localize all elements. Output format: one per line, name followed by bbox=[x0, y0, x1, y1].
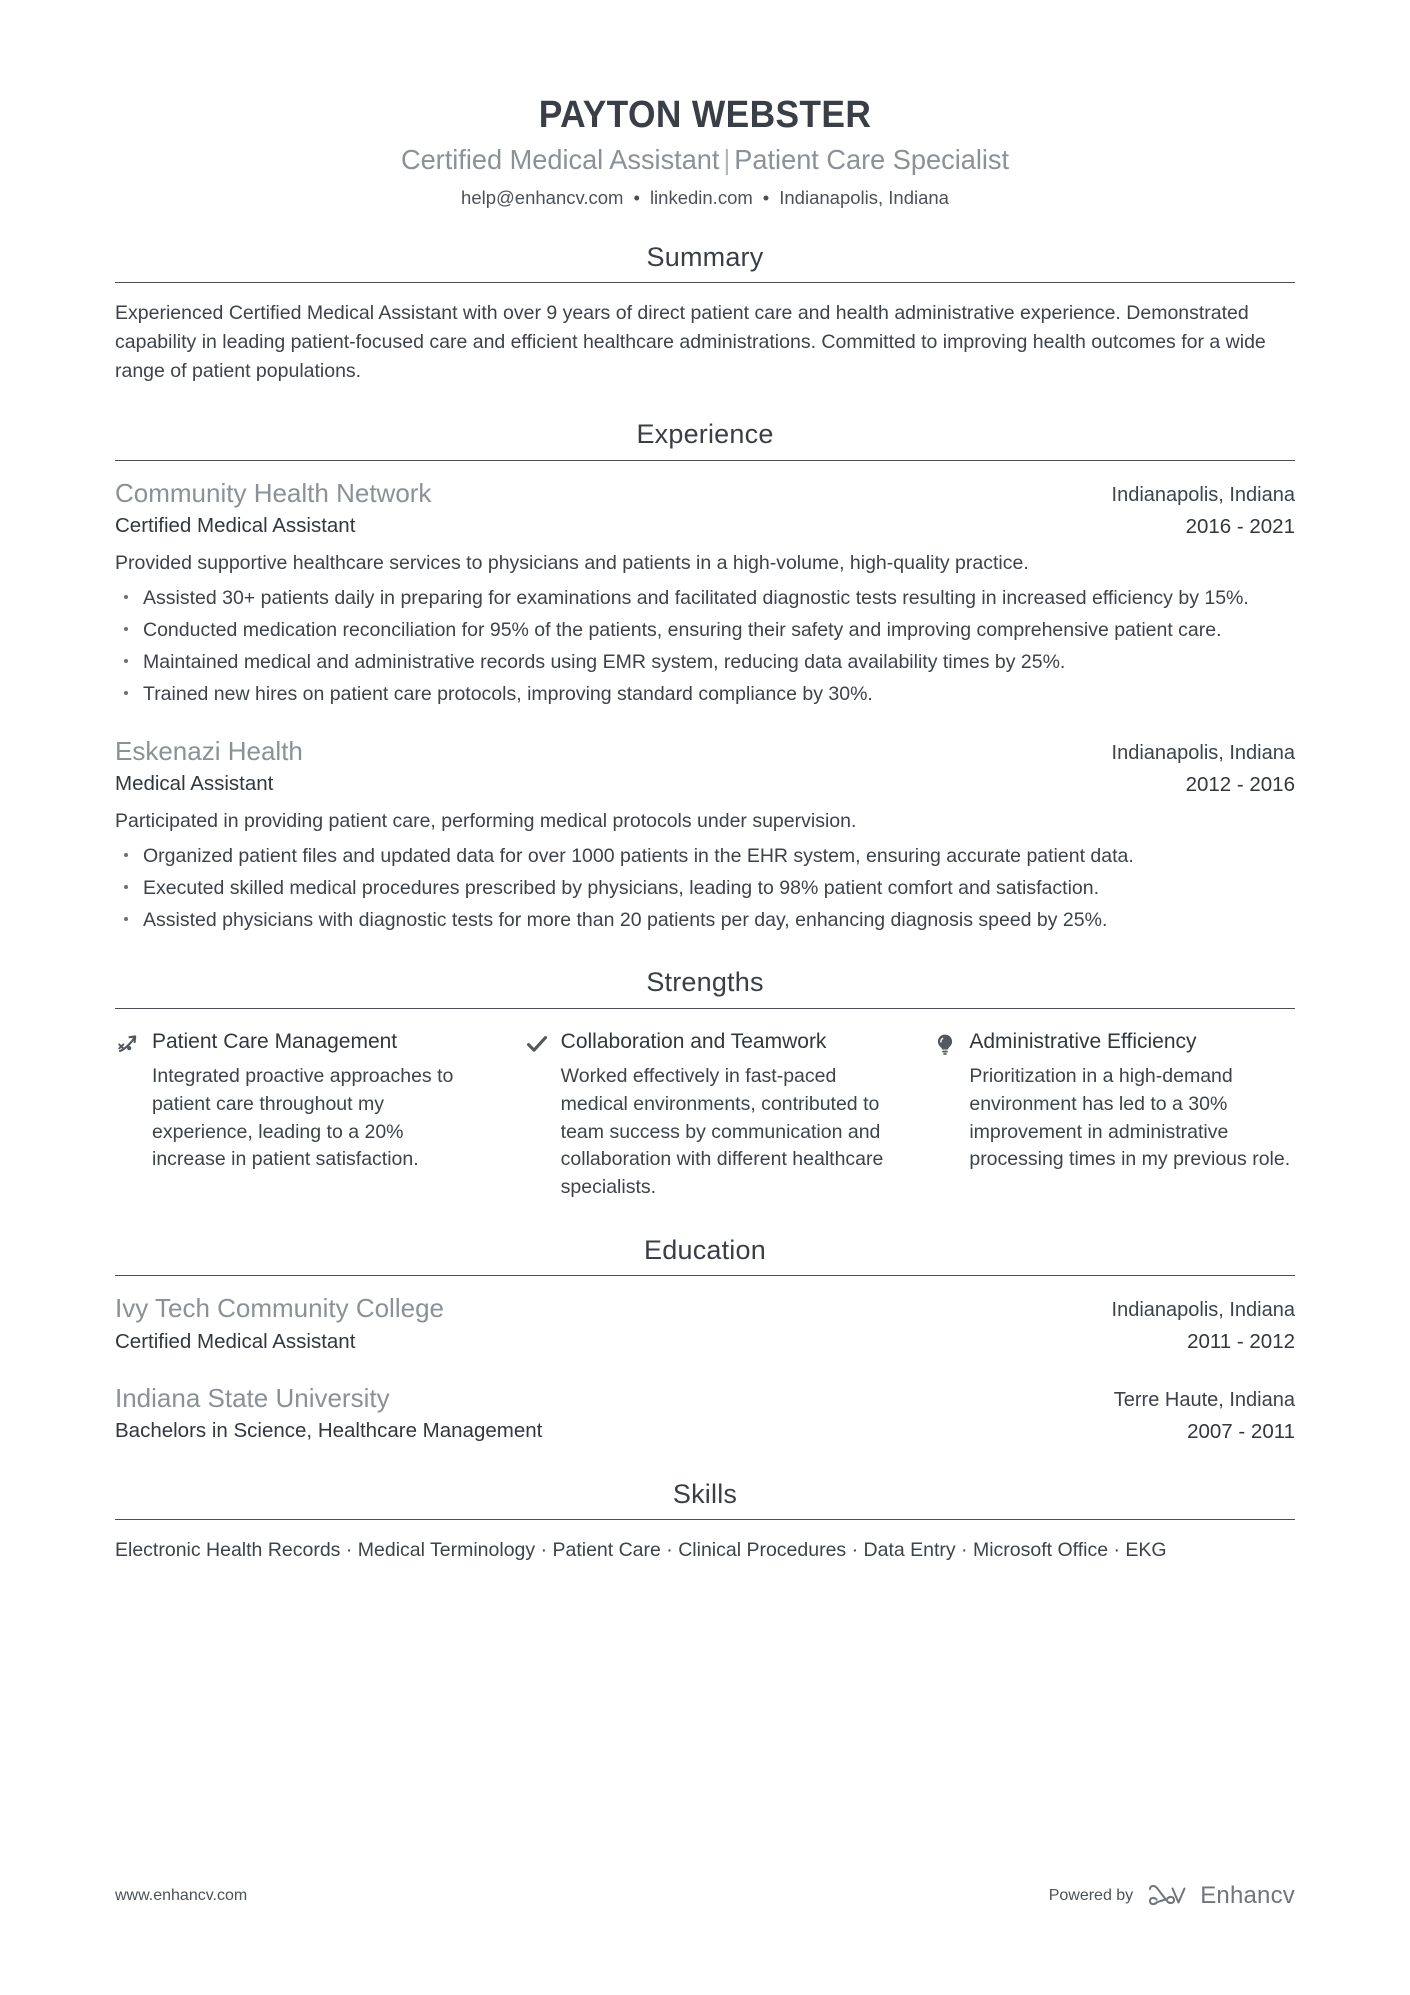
education-school: Indiana State University bbox=[115, 1382, 390, 1413]
education-school: Ivy Tech Community College bbox=[115, 1293, 444, 1324]
section-skills bbox=[115, 1480, 1295, 1565]
section-education bbox=[115, 1236, 1295, 1446]
education-entry bbox=[115, 1292, 1295, 1356]
footer-website-url[interactable]: www.enhancv.com bbox=[115, 1887, 248, 1904]
enhancv-brand[interactable] bbox=[1147, 1882, 1295, 1910]
strength-description: Prioritization in a high-demand environment has led to a 30% improvement in administrative processing times in my previous role. bbox=[969, 1065, 1291, 1171]
education-entry bbox=[115, 1382, 1295, 1446]
experience-bullet: Conducted medication reconciliation for 95% of the patients, ensuring their safety and improving comprehensive patient care. bbox=[115, 616, 1295, 644]
experience-role: Medical Assistant bbox=[115, 771, 274, 795]
education-location: Terre Haute, Indiana bbox=[1113, 1388, 1295, 1411]
experience-bullet: Maintained medical and administrative records using EMR system, reducing data availability times by 25%. bbox=[115, 648, 1295, 676]
section-title-experience: Experience bbox=[636, 419, 774, 450]
strength-description: Integrated proactive approaches to patient care throughout my experience, leading to a 20% increase in patient satisfaction. bbox=[152, 1065, 454, 1171]
trajectory-arrow-icon bbox=[115, 1031, 141, 1057]
experience-bullet: Assisted physicians with diagnostic tests for more than 20 patients per day, enhancing diagnosis speed by 25%. bbox=[115, 906, 1295, 934]
candidate-name: PAYTON WEBSTER bbox=[538, 94, 872, 136]
experience-bullet: Organized patient files and updated data for over 1000 patients in the EHR system, ensuring accurate patient data. bbox=[115, 842, 1295, 870]
education-dates: 2011 - 2012 bbox=[1187, 1330, 1295, 1354]
experience-bullet: Assisted 30+ patients daily in preparing for examinations and facilitated diagnostic tests resulting in increased efficiency by 15%. bbox=[115, 584, 1295, 612]
education-degree: Certified Medical Assistant bbox=[115, 1329, 356, 1353]
experience-description: Participated in providing patient care, performing medical protocols under supervision. bbox=[115, 810, 857, 833]
education-degree: Bachelors in Science, Healthcare Management bbox=[115, 1419, 543, 1443]
strength-item bbox=[932, 1029, 1295, 1201]
resume-sheet bbox=[115, 0, 1295, 1995]
strengths-grid bbox=[115, 1025, 1295, 1201]
section-title-summary: Summary bbox=[646, 241, 764, 272]
strength-item bbox=[524, 1029, 933, 1201]
experience-location: Indianapolis, Indiana bbox=[1111, 483, 1295, 506]
experience-company: Community Health Network bbox=[115, 477, 432, 508]
education-location: Indianapolis, Indiana bbox=[1111, 1299, 1295, 1322]
contact-separator-dot: • bbox=[762, 186, 770, 208]
experience-bullet: Trained new hires on patient care protocols, improving standard compliance by 30%. bbox=[115, 680, 1295, 708]
experience-bullet-list bbox=[115, 842, 1295, 935]
lightbulb-icon bbox=[932, 1031, 958, 1057]
page-footer bbox=[115, 1882, 1295, 1910]
contact-linkedin[interactable]: linkedin.com bbox=[649, 186, 753, 208]
education-dates: 2007 - 2011 bbox=[1187, 1419, 1295, 1443]
headline-secondary-title: Patient Care Specialist bbox=[734, 144, 1010, 176]
strength-title: Administrative Efficiency bbox=[969, 1030, 1197, 1054]
strength-title: Patient Care Management bbox=[152, 1030, 398, 1054]
section-experience bbox=[115, 420, 1295, 934]
experience-role: Certified Medical Assistant bbox=[115, 513, 356, 537]
experience-dates: 2016 - 2021 bbox=[1185, 514, 1295, 538]
candidate-headline bbox=[133, 143, 1278, 177]
headline-separator: | bbox=[723, 144, 731, 176]
strength-item bbox=[115, 1029, 524, 1201]
experience-entry bbox=[115, 735, 1295, 935]
experience-location: Indianapolis, Indiana bbox=[1111, 741, 1295, 764]
section-title-strengths: Strengths bbox=[646, 967, 764, 998]
resume-header bbox=[115, 0, 1295, 209]
enhancv-brand-name: Enhancv bbox=[1200, 1882, 1295, 1909]
headline-primary-title: Certified Medical Assistant bbox=[400, 144, 720, 176]
powered-by-label: Powered by bbox=[1048, 1887, 1134, 1904]
strength-title: Collaboration and Teamwork bbox=[560, 1030, 827, 1054]
experience-bullet: Executed skilled medical procedures prescribed by physicians, leading to 98% patient comfort and satisfaction. bbox=[115, 874, 1295, 902]
contact-email[interactable]: help@enhancv.com bbox=[461, 186, 624, 208]
contact-line bbox=[115, 186, 1295, 209]
experience-entry bbox=[115, 477, 1295, 709]
experience-dates: 2012 - 2016 bbox=[1185, 772, 1295, 796]
contact-location: Indianapolis, Indiana bbox=[779, 186, 949, 208]
experience-description: Provided supportive healthcare services to physicians and patients in a high-volume, high-quality practice. bbox=[115, 552, 1029, 575]
contact-separator-dot: • bbox=[633, 186, 640, 208]
experience-bullet-list bbox=[115, 584, 1295, 709]
section-title-skills: Skills bbox=[672, 1478, 738, 1509]
enhancv-logo-icon bbox=[1147, 1883, 1191, 1909]
section-strengths bbox=[115, 968, 1295, 1201]
experience-company: Eskenazi Health bbox=[115, 735, 303, 766]
skills-list: Electronic Health Records · Medical Terminology · Patient Care · Clinical Procedures · Data Entry · Microsoft Office · EKG bbox=[115, 1539, 1167, 1562]
summary-text: Experienced Certified Medical Assistant with over 9 years of direct patient care and health administrative experience. Demonstrated capability in leading patient-focused care and efficient healthcare administrations. Committed to improving health outcomes for a wide range of patient populations. bbox=[115, 302, 1266, 383]
checkmark-icon bbox=[524, 1031, 550, 1057]
section-summary bbox=[115, 243, 1295, 386]
section-title-education: Education bbox=[644, 1234, 766, 1265]
strength-description: Worked effectively in fast-paced medical environments, contributed to team success by communication and collaboration with different healthcare specialists. bbox=[560, 1065, 884, 1198]
